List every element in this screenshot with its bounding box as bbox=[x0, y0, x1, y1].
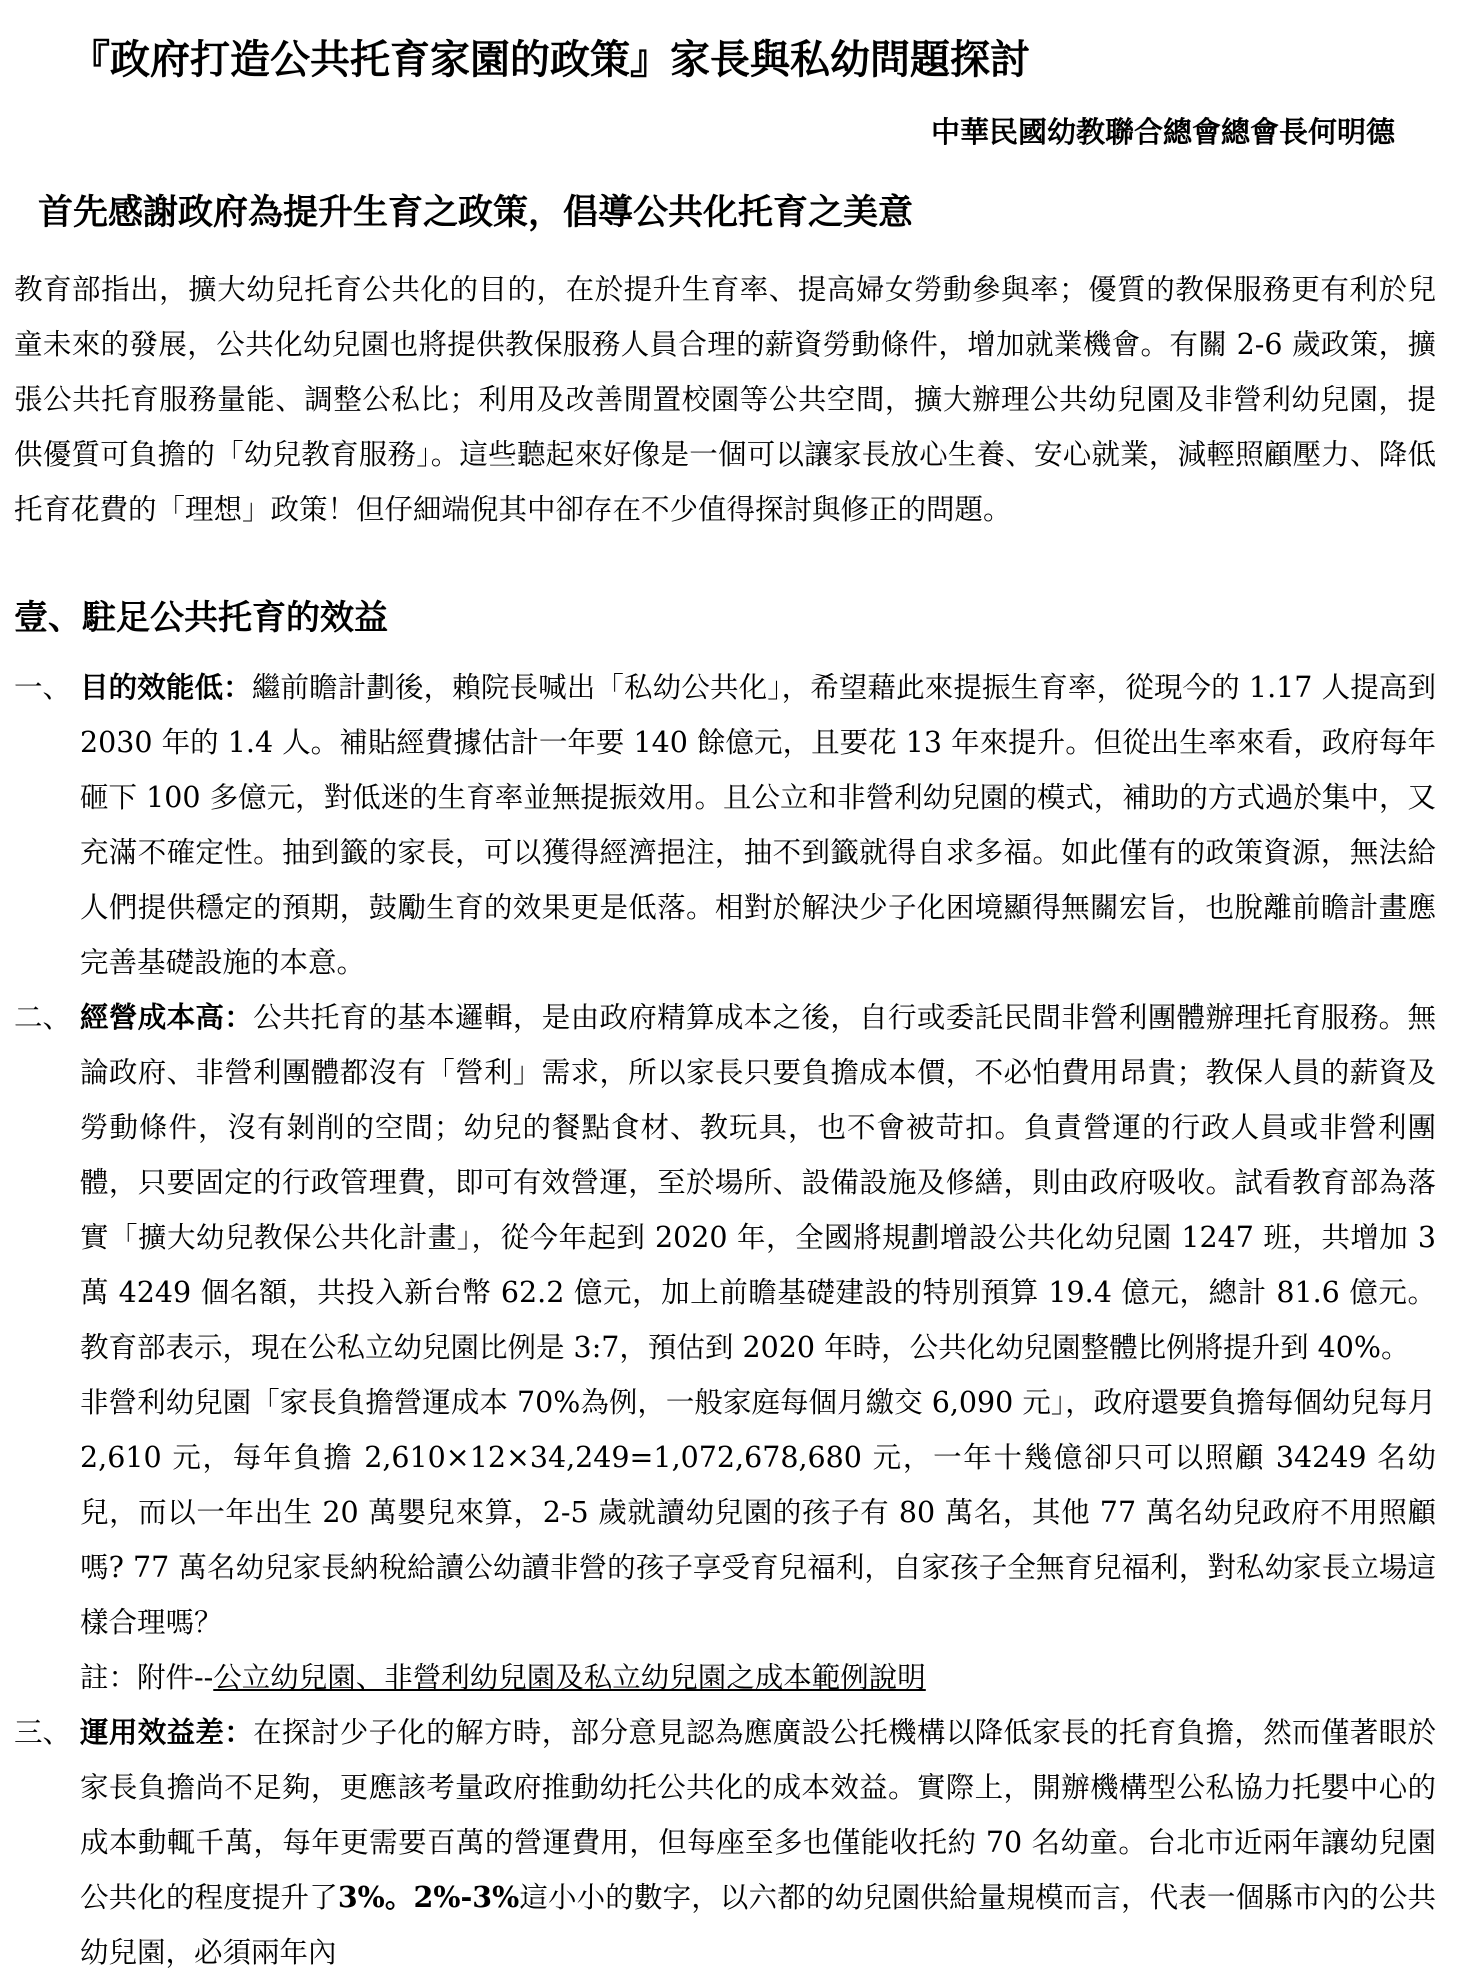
issue-list bbox=[14, 660, 1436, 1980]
item-lead: 目的效能低： bbox=[80, 671, 252, 704]
attachment-link[interactable]: 公立幼兒園、非營利幼兒園及私立幼兒園之成本範例說明 bbox=[213, 1661, 926, 1694]
item-text: 公共托育的基本邏輯，是由政府精算成本之後，自行或委託民間非營利團體辦理托育服務。無論政府、非營利團體都沒有「營利」需求，所以家長只要負擔成本價，不必怕費用昂貴；教保人員的薪資及勞動條件，沒有剝削的空間；幼兒的餐點食材、教玩具，也不會被苛扣。負責營運的行政人員或非營利團體，只要固定的行政管理費，即可有效營運，至於場所、設備設施及修繕，則由政府吸收。試看教育部為落實「擴大幼兒教保公共化計畫」，從今年起到 2020 年，全國將規劃增設公共化幼兒園 1247 班，共增加 3 萬 4249 個名額，共投入新台幣 62.2 億元，加上前瞻基礎建設的特別預算 19.4 億元，總計 81.6 億元。教育部表示，現在公私立幼兒園比例是 3:7，預估到 2020 年時，公共化幼兒園整體比例將提升到 40%。 bbox=[80, 1001, 1436, 1364]
item-lead: 運用效益差： bbox=[80, 1716, 254, 1749]
document-title: 『政府打造公共托育家園的政策』家長與私幼問題探討 bbox=[70, 37, 1030, 83]
section-title: 壹、駐足公共托育的效益 bbox=[14, 598, 388, 638]
item-number: 三、 bbox=[14, 1716, 72, 1749]
issue-item-1 bbox=[14, 660, 1436, 990]
intro-paragraph: 教育部指出，擴大幼兒托育公共化的目的，在於提升生育率、提高婦女勞動參與率；優質的教保服務更有利於兒童未來的發展，公共化幼兒園也將提供教保服務人員合理的薪資勞動條件，增加就業機會。有關 2-6 歲政策，擴張公共托育服務量能、調整公私比；利用及改善閒置校園等公共空間，擴大辦理公共幼兒園及非營利幼兒園，提供優質可負擔的「幼兒教育服務」。這些聽起來好像是一個可以讓家長放心生養、安心就業，減輕照顧壓力、降低托育花費的「理想」政策！但仔細端倪其中卻存在不少值得探討與修正的問題。 bbox=[14, 273, 1436, 526]
percentage-highlight: 3%。2%-3% bbox=[337, 1880, 520, 1914]
item-text-continued: 非營利幼兒園「家長負擔營運成本 70%為例，一般家庭每個月繳交 6,090 元」，政府還要負擔每個幼兒每月 2,610 元，每年負擔 2,610×12×34,249=1,072,678,680 元，一年十幾億卻只可以照顧 34249 名幼兒，而以一年出生 20 萬嬰兒來算，2-5 歲就讀幼兒園的孩子有 80 萬名，其他 77 萬名幼兒政府不用照顧嗎? 77 萬名幼兒家長納稅給讀公幼讀非營的孩子享受育兒福利，自家孩子全無育兒福利，對私幼家長立場這樣合理嗎？ bbox=[80, 1386, 1436, 1639]
issue-item-3 bbox=[14, 1705, 1436, 1980]
note-prefix: 註：附件-- bbox=[80, 1661, 214, 1694]
item-lead: 經營成本高： bbox=[80, 1001, 254, 1034]
item-number: 二、 bbox=[14, 1001, 72, 1034]
item-text: 繼前瞻計劃後，賴院長喊出「私幼公共化」，希望藉此來提振生育率，從現今的 1.17 人提高到 2030 年的 1.4 人。補貼經費據估計一年要 140 餘億元，且要花 13 年來提升。但從出生率來看，政府每年砸下 100 多億元，對低迷的生育率並無提振效用。且公立和非營利幼兒園的模式，補助的方式過於集中，又充滿不確定性。抽到籤的家長，可以獲得經濟挹注，抽不到籤就得自求多福。如此僅有的政策資源，無法給人們提供穩定的預期，鼓勵生育的效果更是低落。相對於解決少子化困境顯得無關宏旨，也脫離前瞻計畫應完善基礎設施的本意。 bbox=[80, 671, 1436, 979]
attachment-note bbox=[80, 1650, 1436, 1705]
item-text-end: 這小小的數字，以六都的幼兒園供給量規模而言，代表一個縣市內的公共幼兒園，必須兩年內 bbox=[80, 1881, 1436, 1969]
issue-item-2 bbox=[14, 990, 1436, 1705]
item-text: 在探討少子化的解方時，部分意見認為應廣設公托機構以降低家長的托育負擔，然而僅著眼於家長負擔尚不足夠，更應該考量政府推動幼托公共化的成本效益。實際上，開辦機構型公私協力托嬰中心的成本動輒千萬，每年更需要百萬的營運費用，但每座至多也僅能收托約 70 名幼童。台北市近兩年讓幼兒園公共化的程度提升了 bbox=[80, 1716, 1436, 1914]
author-line: 中華民國幼教聯合總會總會長何明德 bbox=[930, 115, 1395, 149]
item-number: 一、 bbox=[14, 671, 72, 704]
opening-heading: 首先感謝政府為提升生育之政策，倡導公共化托育之美意 bbox=[38, 193, 914, 233]
